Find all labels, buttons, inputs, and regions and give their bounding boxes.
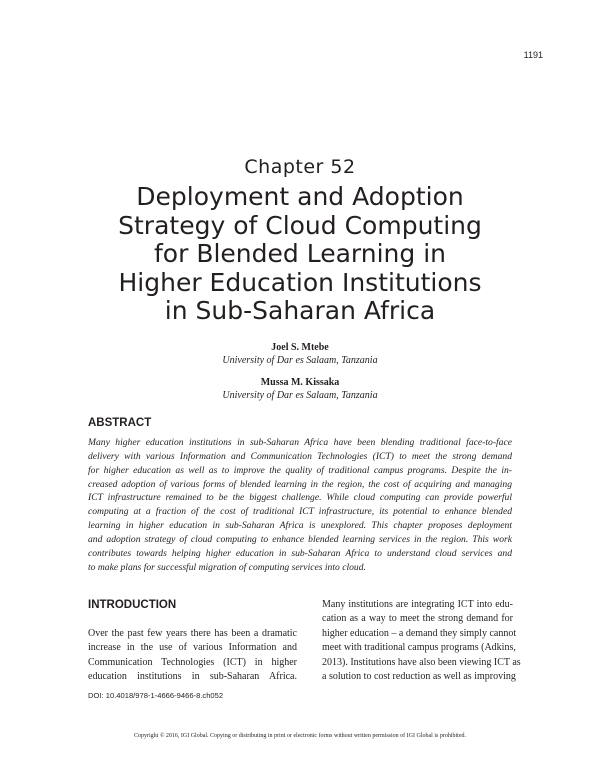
body-line: a solution to cost reduction as well as improving [322,671,516,683]
introduction-right-column [322,598,521,684]
title-line: Higher Education Institutions [118,267,482,297]
copyright-notice: Copyright © 2016, IGI Global. Copying or distributing in print or electronic forms without written permission of IGI Global is prohibited. [133,733,466,739]
author-name: Mussa M. Kissaka [260,377,340,388]
author-affiliation: University of Dar es Salaam, Tanzania [222,390,378,401]
author-block [0,376,600,402]
abstract-line: for higher education as well as to improve the quality of traditional campus programs. Despite the in- [88,464,512,476]
body-line: 2013). Institutions have also been viewing ICT as [322,656,521,668]
title-line: for Blended Learning in [154,239,446,268]
body-line: Over the past few years there has been a dramatic [88,628,297,639]
author-name: Joel S. Mtebe [271,342,329,353]
body-line: increase in the use of various Information and [88,642,297,654]
body-line: cation as a way to meet the strong demand for [322,613,513,625]
author-affiliation: University of Dar es Salaam, Tanzania [222,355,378,366]
abstract-line: contributes towards helping higher education in sub-Saharan Africa to understand cloud services and [88,547,512,559]
body-line: Communication Technologies (ICT) in higher [88,656,297,668]
abstract-line: creased adoption of various forms of blended learning in the region, the cost of acquiring and managing [88,478,512,490]
title-line: Strategy of Cloud Computing [118,210,482,240]
title-line: in Sub-Saharan Africa [164,296,436,325]
body-line: higher education – a demand they simply cannot [322,627,517,639]
author-block [0,341,600,367]
body-line: education institutions in sub-Saharan Africa. [88,671,297,683]
title-line: Deployment and Adoption [136,182,464,211]
chapter-title [40,183,560,326]
page-number: 1191 [523,50,543,60]
introduction-left-column [88,627,297,685]
body-line: Many institutions are integrating ICT into edu- [322,599,513,610]
abstract-body [88,436,512,574]
abstract-line: Many higher education institutions in sub-Saharan Africa have been blending traditional face-to-face [88,437,512,448]
abstract-line: computing at a fraction of the cost of traditional ICT infrastructure, its potential to enhance blended [88,506,512,518]
doi: DOI: 10.4018/978-1-4666-9466-8.ch052 [88,691,224,700]
introduction-heading: INTRODUCTION [88,599,177,611]
abstract-line: delivery with various Information and Communication Technologies (ICT) to meet the strong demand [88,450,512,462]
abstract-line: learning in higher education in sub-Saharan Africa is unexplored. This chapter proposes deployment [88,520,512,532]
abstract-line: ICT infrastructure remained to be the biggest challenge. While cloud computing can provide powerful [88,492,512,504]
body-line: meet with traditional campus programs (Adkins, [322,642,516,654]
chapter-label: Chapter 52 [244,156,356,178]
abstract-line: and adoption strategy of cloud computing to enhance blended learning services in the region. This work [88,533,512,545]
abstract-line: to make plans for successful migration of computing services into cloud. [88,561,366,573]
abstract-heading: ABSTRACT [88,417,152,429]
